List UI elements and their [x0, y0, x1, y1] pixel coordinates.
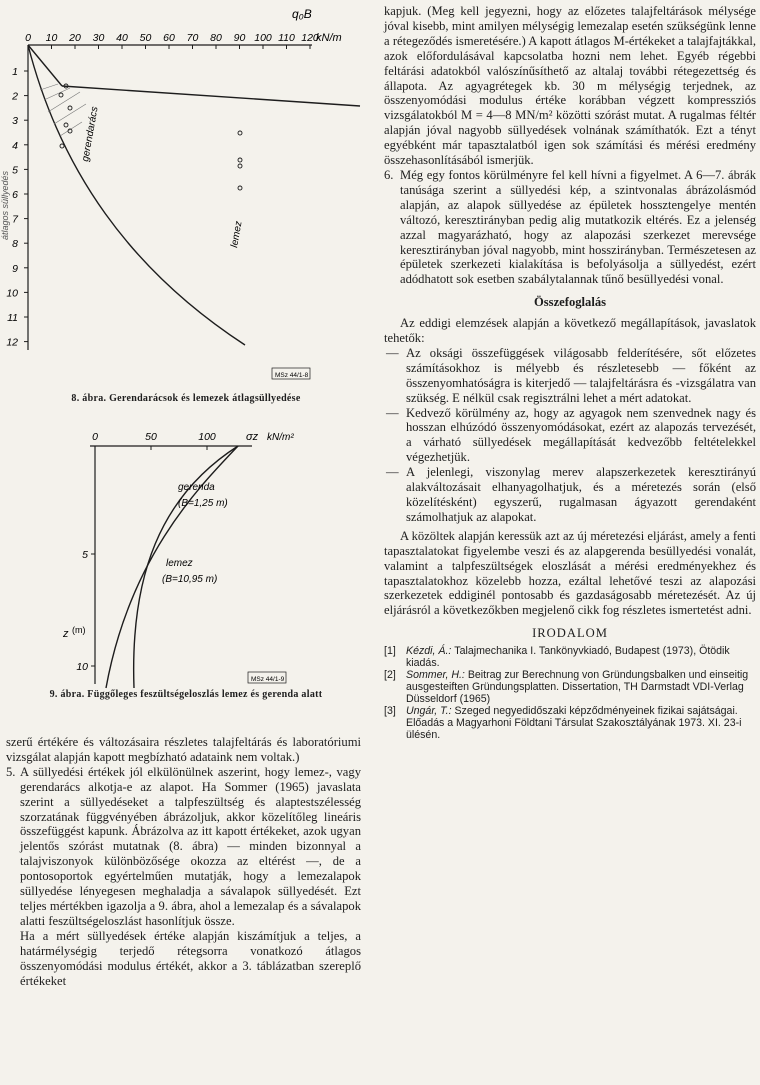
fig9-label-gerenda-b: (B=1,25 m)	[178, 498, 228, 509]
fig8-y-tick-label: 9	[12, 262, 18, 275]
left-paragraph-continued: szerű értékére és változásaira részletes talajfeltárás és laboratóriumi vizsgálat alapján kapott megbízható adataink nem voltak.)	[6, 735, 361, 764]
fig9-label-lemez: lemez	[166, 558, 193, 569]
fig8-x-tick-label: 40	[116, 32, 128, 44]
fig9-stamp: MSz 44/1-9	[251, 676, 285, 683]
fig8-y-tick-label: 2	[12, 90, 18, 103]
fig8-y-tick-label: 3	[12, 115, 18, 128]
fig8-x-tick-label: 0	[25, 32, 31, 44]
fig8-y-tick-label: 11	[7, 312, 18, 324]
fig8-x-tick-label: 90	[233, 32, 246, 44]
list-item-6	[384, 168, 756, 287]
reference-number: [2]	[384, 669, 396, 682]
dash-2: —	[386, 405, 399, 420]
summary-point-1-text: Az oksági összefüggések világosabb felderítésére, sőt előzetes számításokhoz is mélyebb és részletesebb — főként az összenyomhatóságra is kiterjedő — talajfeltárásra és -vizsgálatra van szükség. E nélkül csak regisztrálni lehet a mért adatokat.	[406, 345, 756, 405]
reference-author: Ungár, T.:	[406, 705, 455, 718]
fig9-y-ticks	[76, 549, 95, 673]
figure-8	[0, 0, 372, 385]
list-number-6: 6.	[384, 167, 394, 182]
fig8-y-tick-label: 12	[6, 336, 18, 349]
fig8-x-tick-label: 10	[45, 32, 58, 44]
fig8-y-axis-label: átlagos süllyedés	[0, 170, 10, 240]
reference-item	[384, 669, 756, 705]
reference-item	[384, 645, 756, 669]
summary-intro: Az eddigi elemzések alapján a következő megállapítások, javaslatok tehetők:	[384, 316, 756, 346]
fig8-y-tick-label: 1	[12, 66, 18, 78]
figure-9-caption: 9. ábra. Függőleges feszültségeloszlás lemez és gerenda alatt	[49, 689, 323, 700]
left-last-paragraph	[6, 929, 361, 989]
fig8-y-tick-label: 5	[12, 164, 18, 177]
left-body-text	[6, 735, 361, 988]
fig8-y-tick-label: 10	[6, 287, 18, 300]
fig8-x-tick-label: 80	[210, 32, 222, 44]
left-last-paragraph-text: Ha a mért süllyedések értéke alapján kiszámítjuk a teljes, a határmélységig terjedő rétegsorra vonatkozó átlagos összenyomódási modulus értékét, akkor a 3. táblázatban szereplő értékeket	[20, 928, 361, 988]
fig8-x-tick-label: 100	[254, 32, 272, 44]
list-number-5: 5.	[6, 764, 16, 779]
fig9-y-tick-label: 10	[76, 661, 88, 673]
fig8-x-tick-label: 30	[92, 32, 105, 44]
summary-point-2	[384, 406, 756, 466]
reference-text: Talajmechanika I. Tankönyvkiadó, Budapest (1973), Ötödik kiadás.	[406, 645, 730, 670]
fig9-label-lemez-b: (B=10,95 m)	[162, 574, 218, 585]
reference-text: Beitrag zur Berechnung von Gründungsbalken und einseitig ausgesteiften Gründungsplatten. Dissertation, TH Darmstadt VDI-Verlag Düsseldorf (1965)	[406, 669, 749, 706]
reference-item	[384, 705, 756, 741]
summary-point-2-text: Kedvező körülmény az, hogy az agyagok nem szenvednek nagy és hosszan elhúzódó összenyomódásokat, ezért az alapozás tervezését, a várható süllyedések megállapítását kedvezőbb feltételekkel végezhetjük.	[406, 405, 756, 465]
fig8-label-lemez: lemez	[229, 220, 245, 249]
fig8-x-ticks	[25, 32, 319, 49]
fig8-stamp: MSz 44/1-8	[275, 372, 309, 379]
dash-1: —	[386, 345, 399, 360]
fig8-hatch	[40, 84, 86, 136]
fig8-x-tick-label: 20	[69, 32, 81, 44]
summary-closing: A közöltek alapján keressük azt az új méretezési eljárást, amely a fenti tapasztalatokat figyelembe veszi és az alapgerenda besüllyedési vonalát, valamint a talpfeszültségek eloszlását a mérési eredményekhez és tapasztalatokhoz közelebb hozza, ezáltal lehetővé teszi az alapozási szerkezetek eddiginél pontosabb és gazdaságosabb méretezését. Az új eljárásról a következőkben megjelenő cikk fog részletes ismertetést adni.	[384, 528, 756, 618]
fig8-x-tick-label: 120	[301, 32, 319, 44]
figure-9	[0, 416, 372, 706]
fig8-y-tick-label: 4	[12, 139, 18, 152]
summary-point-1	[384, 346, 756, 406]
fig8-y-tick-label: 8	[12, 238, 18, 251]
dash-3: —	[386, 465, 399, 480]
fig9-x-tick-label: 100	[198, 431, 216, 443]
references-list	[384, 645, 756, 741]
fig8-x-tick-label: 50	[139, 32, 152, 44]
list-item-5-text: A süllyedési értékek jól elkülönülnek aszerint, hogy lemez-, vagy gerendarács alkotja-e az alapot. Ha Sommer (1965) javaslata szerint a süllyedéseket a talpfeszültség és alaptestszélesség szorzatának függvényében ábrázoljuk, akkor közelítőleg lineáris összefüggést kapunk. Ábrázolva az itt kapott értékeket, azok ugyan jelentős szórást mutatnak (8. ábra) — minden bizonnyal a talajviszonyok különbözősége okozza az eltérést —, de a pontosoportok egyértelműen mutatják, hogy a lemezalapok süllyedése lényegesen meghaladja a sávalapok süllyedését. Ezt teljes mértékben igazolja a 9. ábra, ahol a lemezalap és a sávalapok alatti feszültségeloszlást hasonlítjuk össze.	[20, 764, 361, 928]
fig9-z-unit: (m)	[72, 625, 86, 635]
fig9-z-label: z	[63, 628, 69, 640]
summary-point-3	[384, 465, 756, 525]
fig8-curve-lemez	[28, 45, 245, 345]
figure-8-caption: 8. ábra. Gerendarácsok és lemezek átlagsüllyedése	[71, 393, 301, 404]
fig8-label-gerendaracs: gerendarács	[80, 105, 101, 163]
fig9-label-gerenda: gerenda	[178, 482, 215, 493]
fig8-x-tick-label: 60	[163, 32, 175, 44]
list-item-6-text: Még egy fontos körülményre fel kell hívni a figyelmet. A 6—7. ábrák tanúsága szerint a süllyedési kép, a szintvonalas ábrázolásmód alapján, az alapok süllyedése az épületek hossztengelye mentén változó, keresztirányban pedig alig mutatkozik eltérés. Ez a jelenség azzal magyarázható, hogy az alapozási szerkezet merevsége keresztirányban jóval nagyobb, mint hosszirányban. Természetesen az épületek szerkezeti kialakítása is befolyásolja a süllyedést, ezért adódhatott sok esetben szabálytalannak tűnő besüllyedési vonal.	[400, 167, 756, 287]
fig8-x-unit: kN/m	[316, 32, 342, 44]
fig9-x-tick-label: 50	[145, 431, 157, 443]
fig8-line-gerendaracs-ext	[62, 86, 360, 106]
list-item-5	[6, 765, 361, 929]
right-column	[384, 4, 756, 741]
fig8-y-tick-label: 7	[12, 213, 18, 226]
fig8-top-label: q₀B	[292, 7, 312, 21]
reference-author: Sommer, H.:	[406, 669, 468, 682]
fig9-y-tick-label: 5	[82, 549, 88, 561]
fig9-x-unit: kN/m²	[267, 432, 294, 443]
fig8-x-tick-label: 70	[186, 32, 199, 44]
fig9-x-ticks	[92, 431, 216, 450]
reference-text: Szeged negyedidőszaki képződményeinek fizikai sajátságai. Előadás a Magyarhoni Földtani Társulat Szakosztályának 1973. XI. 23-i ülésén.	[406, 705, 742, 742]
reference-number: [1]	[384, 645, 396, 658]
fig8-x-tick-label: 110	[278, 32, 295, 44]
summary-heading: Összefoglalás	[533, 295, 607, 310]
right-paragraph-1: kapjuk. (Meg kell jegyezni, hogy az előzetes talajfeltárások mélysége jóval kisebb, mint amilyen mélységig lemezalap esetén szükségünk lenne a rétegeződés ismeretésére.) A kapott átlagos M-értékeket a talajfajtákkal, azok előfordulásával kapcsolatba hozni nem lehet. Egyéb régebbi feltárási adatokból valószínűsíthető az altalaj további rétegezettség és állapota. Az agyagrétegek kb. 30 m mélységig terjednek, az összenyomódási modulus értéke korábban végzett kompressziós vizsgálatokból M = 4—8 MN/m² közötti szórást mutat. A rugalmas féltér alapján jóval nagyobb süllyedések volnának számíthatók. Ezt a tényt egyébként már tapasztalatból igen sok számítási és mérési eredmény összehasonlításából ismerjük.	[384, 4, 756, 168]
fig8-y-tick-label: 6	[12, 189, 18, 201]
references-heading: IRODALOM	[532, 626, 608, 641]
fig9-x-unit-symbol: σz	[246, 431, 259, 443]
summary-point-3-text: A jelenlegi, viszonylag merev alapszerkezetek keresztirányú alakváltozásait elhanyagolhatjuk, és a méretezés során (első közelítésként) egyszerű, rugalmasan ágyazott gerendaként számolhatjuk az alapokat.	[406, 465, 756, 524]
reference-author: Kézdi, Á.:	[406, 645, 455, 658]
reference-number: [3]	[384, 705, 396, 718]
fig9-x-tick-label: 0	[92, 431, 98, 443]
